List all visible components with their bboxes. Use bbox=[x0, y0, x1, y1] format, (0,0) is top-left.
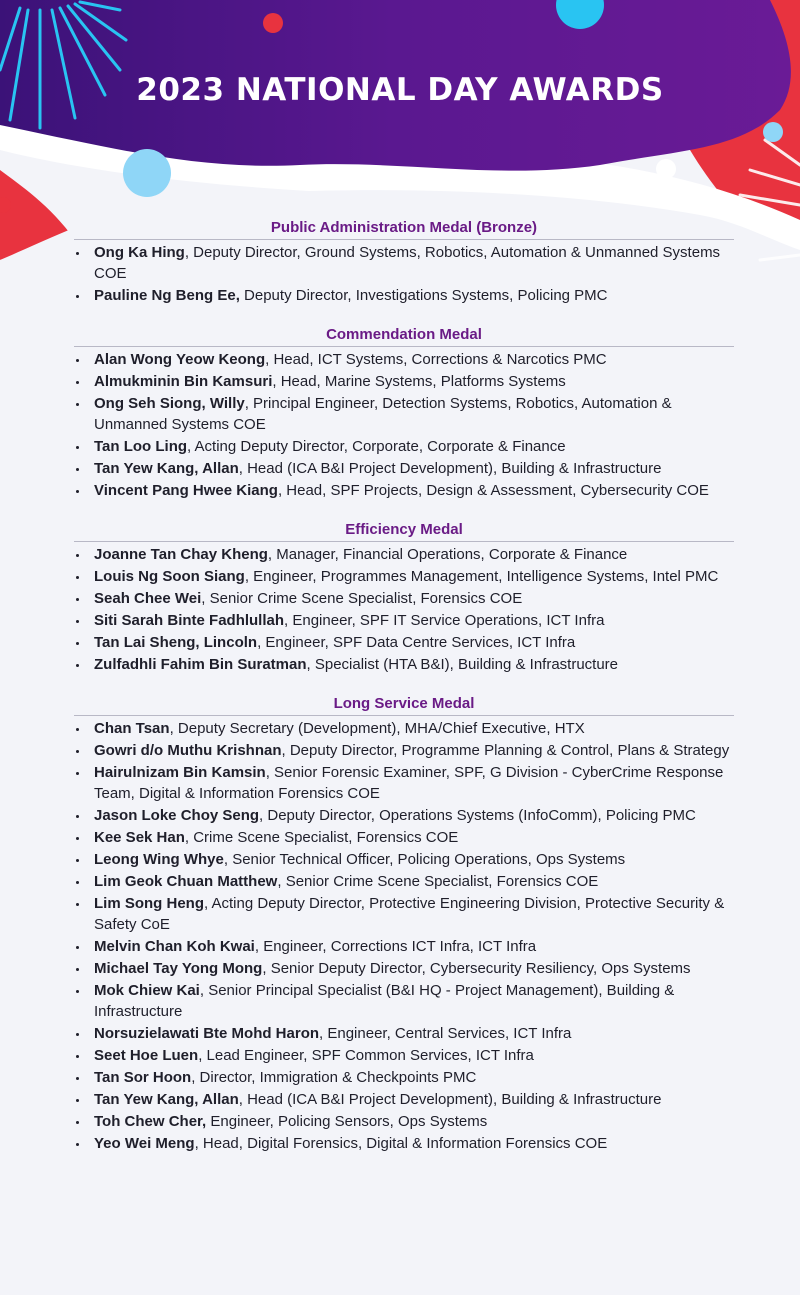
award-section bbox=[74, 520, 734, 675]
recipient-detail: , Director, Immigration & Checkpoints PMC bbox=[191, 1069, 477, 1086]
recipient-name: Toh Chew Cher, bbox=[94, 1113, 207, 1130]
section-title: Long Service Medal bbox=[74, 694, 734, 716]
list-item bbox=[74, 849, 734, 870]
list-item bbox=[74, 436, 734, 457]
recipient-detail: , Senior Deputy Director, Cybersecurity Resiliency, Ops Systems bbox=[262, 960, 691, 977]
award-section bbox=[74, 218, 734, 306]
list-item bbox=[74, 349, 734, 370]
recipient-detail: , Head, ICT Systems, Corrections & Narcotics PMC bbox=[265, 351, 607, 368]
list-item bbox=[74, 480, 734, 501]
recipient-name: Tan Yew Kang, Allan bbox=[94, 1091, 239, 1108]
recipient-detail: , Deputy Director, Operations Systems (InfoComm), Policing PMC bbox=[259, 807, 696, 824]
list-item bbox=[74, 1067, 734, 1088]
list-item bbox=[74, 827, 734, 848]
recipient-detail: , Engineer, Corrections ICT Infra, ICT Infra bbox=[254, 938, 537, 955]
recipient-detail: , Acting Deputy Director, Protective Engineering Division, Protective Security & Safety CoE bbox=[94, 895, 725, 933]
list-item bbox=[74, 1023, 734, 1044]
recipient-detail: , Acting Deputy Director, Corporate, Corporate & Finance bbox=[187, 438, 566, 455]
list-item bbox=[74, 740, 734, 761]
page-title: 2023 NATIONAL DAY AWARDS bbox=[136, 72, 664, 108]
awards-list bbox=[74, 218, 734, 1173]
list-item bbox=[74, 893, 734, 935]
recipient-detail: , Senior Forensic Examiner, SPF, G Division - CyberCrime Response Team, Digital & Information Forensics COE bbox=[94, 764, 724, 802]
list-item bbox=[74, 871, 734, 892]
list-item bbox=[74, 458, 734, 479]
recipient-detail: , Senior Crime Scene Specialist, Forensics COE bbox=[277, 873, 599, 890]
list-item bbox=[74, 1133, 734, 1154]
recipient-detail: , Head (ICA B&I Project Development), Building & Infrastructure bbox=[238, 1091, 662, 1108]
section-title: Efficiency Medal bbox=[74, 520, 734, 542]
recipient-detail: , Deputy Director, Programme Planning & Control, Plans & Strategy bbox=[281, 742, 730, 759]
recipient-name: Ong Ka Hing bbox=[94, 244, 185, 261]
recipient-name: Seet Hoe Luen bbox=[94, 1047, 199, 1064]
recipient-name: Pauline Ng Beng Ee, bbox=[94, 287, 240, 304]
section-title: Commendation Medal bbox=[74, 325, 734, 347]
award-section bbox=[74, 694, 734, 1154]
list-item bbox=[74, 762, 734, 804]
recipient-name: Ong Seh Siong, Willy bbox=[94, 395, 245, 412]
list-item bbox=[74, 958, 734, 979]
recipient-detail: , Deputy Secretary (Development), MHA/Chief Executive, HTX bbox=[169, 720, 585, 737]
list-item bbox=[74, 718, 734, 739]
award-section bbox=[74, 325, 734, 501]
recipient-detail: , Senior Crime Scene Specialist, Forensics COE bbox=[201, 590, 523, 607]
recipient-list bbox=[74, 242, 734, 306]
recipient-detail: , Deputy Director, Ground Systems, Robotics, Automation & Unmanned Systems COE bbox=[94, 244, 721, 282]
recipient-detail: , Principal Engineer, Detection Systems, Robotics, Automation & Unmanned Systems COE bbox=[94, 395, 672, 433]
recipient-name: Tan Lai Sheng, Lincoln bbox=[94, 634, 258, 651]
recipient-detail: , Manager, Financial Operations, Corporate & Finance bbox=[267, 546, 628, 563]
recipient-name: Mok Chiew Kai bbox=[94, 982, 200, 999]
recipient-name: Vincent Pang Hwee Kiang bbox=[94, 482, 278, 499]
recipient-name: Kee Sek Han bbox=[94, 829, 185, 846]
recipient-name: Siti Sarah Binte Fadhlullah bbox=[94, 612, 285, 629]
list-item bbox=[74, 1111, 734, 1132]
list-item bbox=[74, 242, 734, 284]
list-item bbox=[74, 1089, 734, 1110]
recipient-name: Leong Wing Whye bbox=[94, 851, 224, 868]
list-item bbox=[74, 371, 734, 392]
recipient-list bbox=[74, 349, 734, 501]
recipient-name: Joanne Tan Chay Kheng bbox=[94, 546, 268, 563]
recipient-name: Lim Song Heng bbox=[94, 895, 204, 912]
recipient-detail: , Engineer, SPF IT Service Operations, ICT Infra bbox=[284, 612, 605, 629]
recipient-detail: , Senior Principal Specialist (B&I HQ - Project Management), Building & Infrastructure bbox=[94, 982, 675, 1020]
recipient-detail: , Engineer, SPF Data Centre Services, ICT Infra bbox=[257, 634, 576, 651]
recipient-detail: , Crime Scene Specialist, Forensics COE bbox=[184, 829, 459, 846]
list-item bbox=[74, 285, 734, 306]
recipient-name: Hairulnizam Bin Kamsin bbox=[94, 764, 266, 781]
recipient-detail: , Specialist (HTA B&I), Building & Infrastructure bbox=[306, 656, 619, 673]
recipient-name: Lim Geok Chuan Matthew bbox=[94, 873, 278, 890]
list-item bbox=[74, 805, 734, 826]
recipient-name: Seah Chee Wei bbox=[94, 590, 202, 607]
list-item bbox=[74, 544, 734, 565]
recipient-name: Tan Sor Hoon bbox=[94, 1069, 192, 1086]
recipient-name: Tan Loo Ling bbox=[94, 438, 188, 455]
recipient-detail: , Head (ICA B&I Project Development), Building & Infrastructure bbox=[238, 460, 662, 477]
section-title: Public Administration Medal (Bronze) bbox=[74, 218, 734, 240]
list-item bbox=[74, 588, 734, 609]
recipient-name: Chan Tsan bbox=[94, 720, 170, 737]
recipient-name: Louis Ng Soon Siang bbox=[94, 568, 245, 585]
recipient-name: Michael Tay Yong Mong bbox=[94, 960, 263, 977]
recipient-list bbox=[74, 718, 734, 1154]
recipient-name: Zulfadhli Fahim Bin Suratman bbox=[94, 656, 307, 673]
list-item bbox=[74, 936, 734, 957]
list-item bbox=[74, 632, 734, 653]
recipient-name: Melvin Chan Koh Kwai bbox=[94, 938, 255, 955]
recipient-detail: , Engineer, Central Services, ICT Infra bbox=[319, 1025, 572, 1042]
list-item bbox=[74, 654, 734, 675]
recipient-name: Jason Loke Choy Seng bbox=[94, 807, 260, 824]
list-item bbox=[74, 393, 734, 435]
recipient-detail: Engineer, Policing Sensors, Ops Systems bbox=[206, 1113, 488, 1130]
recipient-name: Gowri d/o Muthu Krishnan bbox=[94, 742, 282, 759]
list-item bbox=[74, 980, 734, 1022]
recipient-detail: , Senior Technical Officer, Policing Operations, Ops Systems bbox=[223, 851, 626, 868]
list-item bbox=[74, 610, 734, 631]
recipient-list bbox=[74, 544, 734, 675]
recipient-name: Alan Wong Yeow Keong bbox=[94, 351, 266, 368]
list-item bbox=[74, 566, 734, 587]
recipient-detail: , Head, Marine Systems, Platforms Systems bbox=[272, 373, 566, 390]
recipient-name: Yeo Wei Meng bbox=[94, 1135, 195, 1152]
recipient-name: Almukminin Bin Kamsuri bbox=[94, 373, 273, 390]
list-item bbox=[74, 1045, 734, 1066]
recipient-name: Norsuzielawati Bte Mohd Haron bbox=[94, 1025, 320, 1042]
recipient-detail: Deputy Director, Investigations Systems, Policing PMC bbox=[239, 287, 608, 304]
recipient-detail: , Lead Engineer, SPF Common Services, ICT Infra bbox=[198, 1047, 534, 1064]
recipient-detail: , Head, Digital Forensics, Digital & Information Forensics COE bbox=[194, 1135, 608, 1152]
recipient-detail: , Head, SPF Projects, Design & Assessment, Cybersecurity COE bbox=[277, 482, 709, 499]
recipient-name: Tan Yew Kang, Allan bbox=[94, 460, 239, 477]
recipient-detail: , Engineer, Programmes Management, Intelligence Systems, Intel PMC bbox=[244, 568, 719, 585]
